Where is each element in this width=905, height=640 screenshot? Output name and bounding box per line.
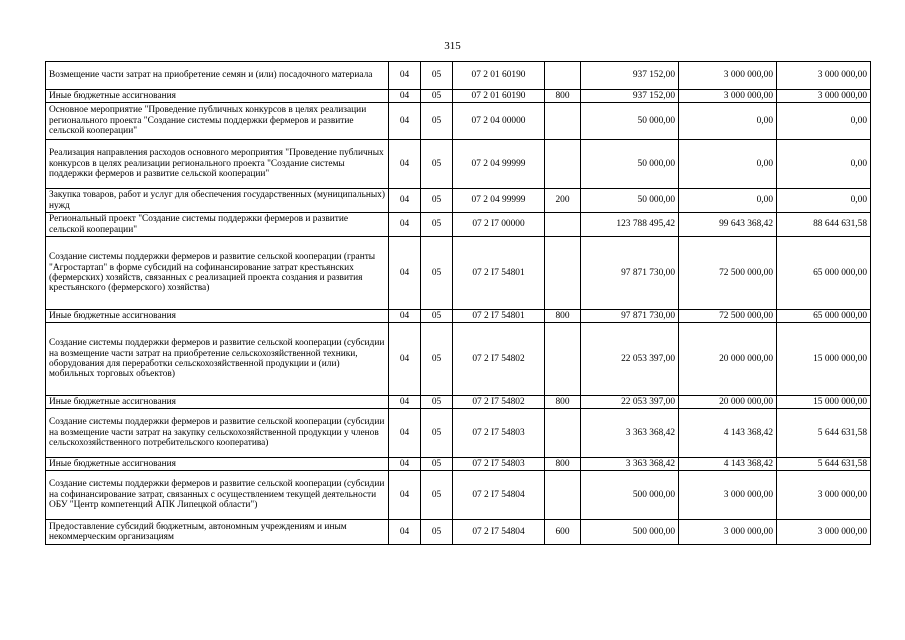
cell-code: 07 2 I7 00000: [453, 213, 545, 237]
cell-vr: [545, 140, 581, 189]
cell-s3: 0,00: [777, 103, 871, 140]
cell-name: Создание системы поддержки фермеров и развитие сельской кооперации (субсидии на возмещение части затрат на приобретение сельскохозяйственной техники, оборудования для переработки сельскохозяйственной продукции и (или) мобильных торговых объектов): [46, 323, 389, 396]
cell-c2: 05: [421, 189, 453, 213]
cell-c2: 05: [421, 310, 453, 323]
cell-c1: 04: [389, 471, 421, 520]
cell-code: 07 2 I7 54803: [453, 409, 545, 458]
table-row: [46, 520, 871, 545]
budget-table: [45, 61, 871, 545]
cell-vr: [545, 471, 581, 520]
cell-s1: 50 000,00: [581, 189, 679, 213]
cell-vr: 800: [545, 396, 581, 409]
cell-name: Региональный проект "Создание системы поддержки фермеров и развитие сельской кооперации": [46, 213, 389, 237]
table-row: [46, 323, 871, 396]
table-row: [46, 458, 871, 471]
cell-s2: 0,00: [679, 103, 777, 140]
cell-code: 07 2 04 99999: [453, 140, 545, 189]
cell-s3: 65 000 000,00: [777, 310, 871, 323]
cell-s2: 3 000 000,00: [679, 90, 777, 103]
cell-s1: 22 053 397,00: [581, 396, 679, 409]
cell-s2: 72 500 000,00: [679, 237, 777, 310]
cell-s3: 3 000 000,00: [777, 62, 871, 90]
table-row: [46, 90, 871, 103]
table-row: [46, 237, 871, 310]
table-row: [46, 471, 871, 520]
cell-name: Иные бюджетные ассигнования: [46, 396, 389, 409]
cell-name: Предоставление субсидий бюджетным, автономным учреждениям и иным некоммерческим организациям: [46, 520, 389, 545]
cell-name: Иные бюджетные ассигнования: [46, 90, 389, 103]
cell-c1: 04: [389, 140, 421, 189]
cell-c2: 05: [421, 520, 453, 545]
cell-s2: 3 000 000,00: [679, 62, 777, 90]
cell-s1: 97 871 730,00: [581, 237, 679, 310]
cell-s3: 3 000 000,00: [777, 471, 871, 520]
cell-code: 07 2 I7 54801: [453, 237, 545, 310]
cell-c2: 05: [421, 323, 453, 396]
cell-s3: 5 644 631,58: [777, 458, 871, 471]
cell-c2: 05: [421, 213, 453, 237]
table-row: [46, 140, 871, 189]
cell-c2: 05: [421, 90, 453, 103]
cell-s2: 0,00: [679, 140, 777, 189]
cell-vr: 600: [545, 520, 581, 545]
cell-code: 07 2 I7 54803: [453, 458, 545, 471]
cell-c1: 04: [389, 520, 421, 545]
table-row: [46, 62, 871, 90]
cell-name: Закупка товаров, работ и услуг для обеспечения государственных (муниципальных) нужд: [46, 189, 389, 213]
cell-s3: 3 000 000,00: [777, 90, 871, 103]
cell-code: 07 2 04 00000: [453, 103, 545, 140]
cell-c2: 05: [421, 409, 453, 458]
cell-c1: 04: [389, 213, 421, 237]
cell-s1: 22 053 397,00: [581, 323, 679, 396]
cell-name: Создание системы поддержки фермеров и развитие сельской кооперации (субсидии на софинансирование затрат, связанных с осуществлением текущей деятельности ОБУ "Центр компетенций АПК Липецкой области"): [46, 471, 389, 520]
cell-vr: [545, 409, 581, 458]
cell-s1: 123 788 495,42: [581, 213, 679, 237]
cell-s1: 937 152,00: [581, 62, 679, 90]
cell-s3: 88 644 631,58: [777, 213, 871, 237]
cell-s3: 0,00: [777, 140, 871, 189]
cell-c1: 04: [389, 396, 421, 409]
cell-c1: 04: [389, 62, 421, 90]
table-row: [46, 103, 871, 140]
cell-c1: 04: [389, 189, 421, 213]
cell-code: 07 2 I7 54802: [453, 396, 545, 409]
cell-c2: 05: [421, 458, 453, 471]
cell-s2: 3 000 000,00: [679, 471, 777, 520]
cell-c1: 04: [389, 310, 421, 323]
cell-code: 07 2 01 60190: [453, 90, 545, 103]
cell-s1: 937 152,00: [581, 90, 679, 103]
cell-s2: 72 500 000,00: [679, 310, 777, 323]
cell-code: 07 2 I7 54804: [453, 471, 545, 520]
cell-s2: 20 000 000,00: [679, 396, 777, 409]
cell-vr: 800: [545, 458, 581, 471]
cell-s2: 4 143 368,42: [679, 458, 777, 471]
cell-c1: 04: [389, 409, 421, 458]
cell-vr: 800: [545, 310, 581, 323]
table-row: [46, 189, 871, 213]
cell-c1: 04: [389, 103, 421, 140]
cell-c1: 04: [389, 237, 421, 310]
cell-name: Реализация направления расходов основного мероприятия "Проведение публичных конкурсов в целях реализации регионального проекта "Создание системы поддержки фермеров и развитие сельской кооперации": [46, 140, 389, 189]
cell-name: Создание системы поддержки фермеров и развитие сельской кооперации (субсидии на возмещение части затрат на закупку сельскохозяйственной продукции у членов сельскохозяйственного потребительского кооператива): [46, 409, 389, 458]
cell-s1: 3 363 368,42: [581, 458, 679, 471]
cell-code: 07 2 I7 54804: [453, 520, 545, 545]
cell-name: Создание системы поддержки фермеров и развитие сельской кооперации (гранты "Агростартап" в форме субсидий на софинансирование затрат крестьянских (фермерских) хозяйств, связанных с реализацией проекта создания и развития крестьянского (фермерского) хозяйства): [46, 237, 389, 310]
cell-code: 07 2 01 60190: [453, 62, 545, 90]
cell-c2: 05: [421, 471, 453, 520]
cell-code: 07 2 I7 54802: [453, 323, 545, 396]
cell-c2: 05: [421, 237, 453, 310]
cell-name: Основное мероприятие "Проведение публичных конкурсов в целях реализации регионального проекта "Создание системы поддержки фермеров и развитие сельской кооперации": [46, 103, 389, 140]
cell-vr: [545, 103, 581, 140]
cell-s1: 500 000,00: [581, 520, 679, 545]
table-row: [46, 396, 871, 409]
cell-c2: 05: [421, 396, 453, 409]
cell-code: 07 2 04 99999: [453, 189, 545, 213]
cell-vr: 200: [545, 189, 581, 213]
cell-c1: 04: [389, 323, 421, 396]
cell-s1: 50 000,00: [581, 103, 679, 140]
cell-vr: 800: [545, 90, 581, 103]
cell-s2: 99 643 368,42: [679, 213, 777, 237]
cell-s3: 3 000 000,00: [777, 520, 871, 545]
table-row: [46, 213, 871, 237]
cell-name: Иные бюджетные ассигнования: [46, 310, 389, 323]
cell-c1: 04: [389, 90, 421, 103]
cell-c2: 05: [421, 140, 453, 189]
cell-vr: [545, 237, 581, 310]
cell-s3: 15 000 000,00: [777, 396, 871, 409]
cell-s3: 5 644 631,58: [777, 409, 871, 458]
cell-s1: 500 000,00: [581, 471, 679, 520]
cell-s2: 20 000 000,00: [679, 323, 777, 396]
table-row: [46, 310, 871, 323]
cell-vr: [545, 323, 581, 396]
cell-s1: 97 871 730,00: [581, 310, 679, 323]
cell-s2: 0,00: [679, 189, 777, 213]
cell-s1: 50 000,00: [581, 140, 679, 189]
cell-vr: [545, 213, 581, 237]
cell-c2: 05: [421, 103, 453, 140]
cell-s3: 15 000 000,00: [777, 323, 871, 396]
cell-s2: 3 000 000,00: [679, 520, 777, 545]
cell-name: Возмещение части затрат на приобретение семян и (или) посадочного материала: [46, 62, 389, 90]
cell-code: 07 2 I7 54801: [453, 310, 545, 323]
cell-vr: [545, 62, 581, 90]
cell-s3: 65 000 000,00: [777, 237, 871, 310]
cell-name: Иные бюджетные ассигнования: [46, 458, 389, 471]
cell-c1: 04: [389, 458, 421, 471]
cell-s2: 4 143 368,42: [679, 409, 777, 458]
cell-c2: 05: [421, 62, 453, 90]
page-number: 315: [444, 40, 461, 52]
cell-s1: 3 363 368,42: [581, 409, 679, 458]
cell-s3: 0,00: [777, 189, 871, 213]
table-row: [46, 409, 871, 458]
